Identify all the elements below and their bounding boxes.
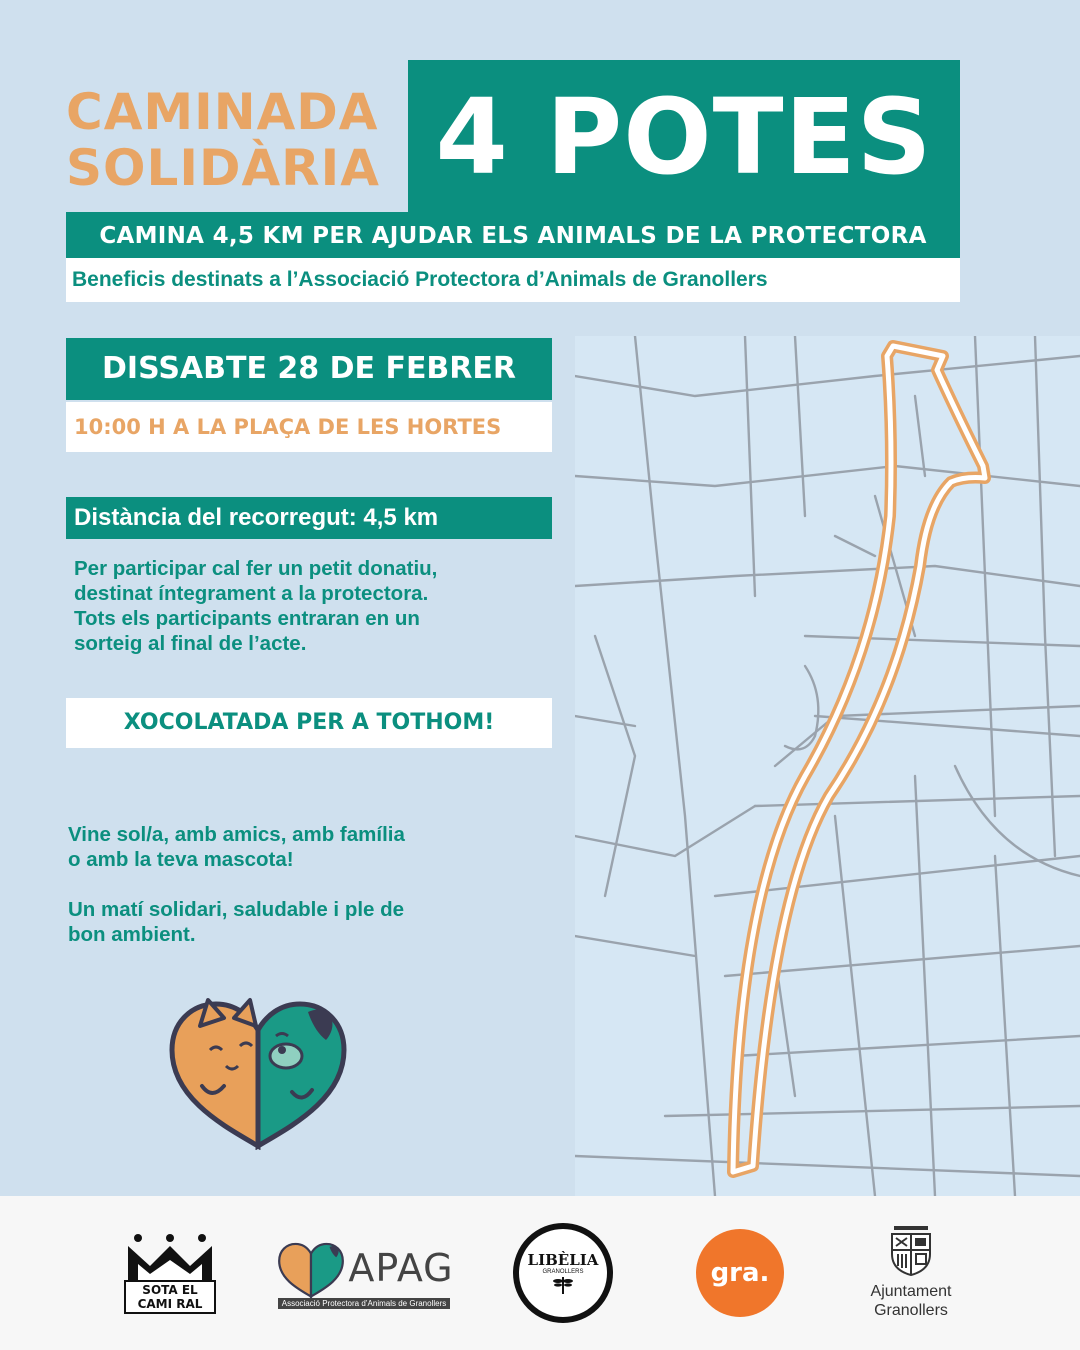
cat-dog-heart-icon	[274, 1238, 348, 1298]
title-caminada: CAMINADA	[66, 83, 379, 141]
event-date: DISSABTE 28 DE FEBRER	[66, 338, 552, 400]
route-distance: Distància del recorregut: 4,5 km	[66, 497, 552, 539]
ajuntament-granollers-logo	[856, 1196, 966, 1350]
sota-line-1: SOTA EL	[142, 1283, 198, 1297]
gra-logo	[694, 1196, 786, 1350]
crown-icon	[124, 1232, 216, 1280]
sota-line-2: CAMI RAL	[137, 1297, 203, 1311]
invite-line: o amb la teva mascota!	[68, 848, 294, 871]
ajuntament-line-1: Ajuntament	[870, 1283, 952, 1300]
participation-line: Per participar cal fer un petit donatiu,	[74, 557, 438, 580]
participation-line: sorteig al final de l’acte.	[74, 632, 307, 655]
tagline-line: bon ambient.	[68, 923, 196, 946]
map-streets	[575, 336, 1080, 1196]
libelia-subtitle: GRANOLLERS	[542, 1269, 584, 1275]
apag-wordmark: APAG	[348, 1245, 454, 1290]
dragonfly-icon	[552, 1275, 574, 1295]
sota-el-cami-ral-logo	[118, 1196, 222, 1350]
participation-text	[74, 556, 554, 656]
participation-line: Tots els participants entraran en un	[74, 607, 420, 630]
gra-wordmark: gra.	[696, 1229, 784, 1317]
participation-line: destinat íntegrament a la protectora.	[74, 582, 429, 605]
invite-line: Vine sol/a, amb amics, amb família	[68, 823, 405, 846]
chocolate-bar: XOCOLATADA PER A TOTHOM!	[66, 698, 552, 748]
route-map	[575, 336, 1080, 1196]
coat-of-arms-icon	[888, 1226, 934, 1276]
libelia-logo	[510, 1196, 616, 1350]
sponsors-footer	[0, 1196, 1080, 1350]
event-title-4-potes: 4 POTES	[408, 60, 960, 214]
tagline-line: Un matí solidari, saludable i ple de	[68, 898, 405, 921]
libelia-wordmark: LIBÈLIA	[527, 1251, 599, 1269]
cat-dog-heart-icon	[158, 988, 358, 1150]
event-title-left	[66, 84, 406, 196]
invite-text	[68, 822, 548, 947]
subtitle-bar: CAMINA 4,5 KM PER AJUDAR ELS ANIMALS DE LA PROTECTORA	[66, 212, 960, 260]
beneficiaries-bar: Beneficis destinats a l’Associació Protectora d’Animals de Granollers	[66, 258, 960, 302]
ajuntament-line-2: Granollers	[874, 1302, 948, 1319]
event-time-place: 10:00 H A LA PLAÇA DE LES HORTES	[66, 402, 552, 452]
apag-logo	[274, 1196, 454, 1350]
title-solidaria: SOLIDÀRIA	[66, 139, 380, 197]
apag-subtitle: Associació Protectora d’Animals de Granollers	[278, 1298, 451, 1309]
